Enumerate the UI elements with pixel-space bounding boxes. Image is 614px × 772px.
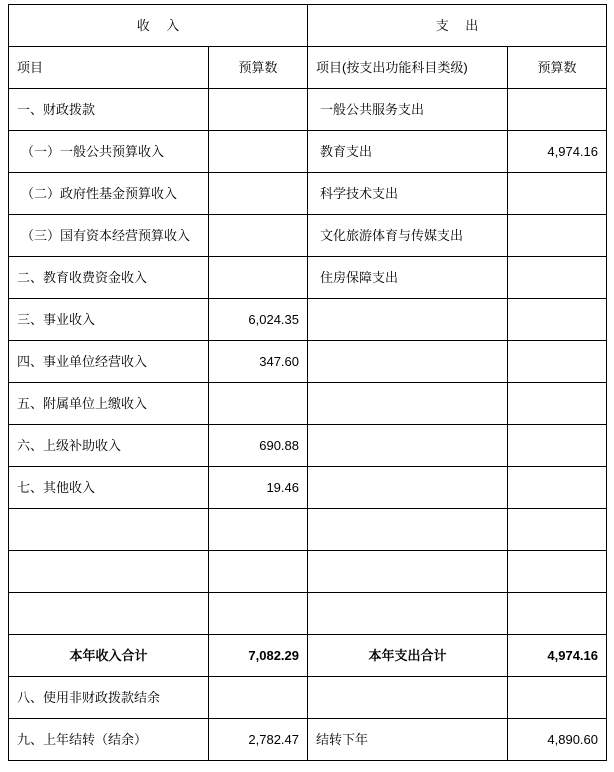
income-total-label: 本年收入合计 (9, 635, 209, 677)
expense-item: 住房保障支出 (308, 257, 508, 299)
expense-item (308, 341, 508, 383)
expense-amount: 4,974.16 (508, 131, 607, 173)
table-row (9, 425, 607, 467)
table-row (9, 89, 607, 131)
expense-amount (508, 551, 607, 593)
table-row (9, 593, 607, 635)
column-header-income-item: 项目 (9, 47, 209, 89)
income-amount (209, 677, 308, 719)
income-item: 五、附属单位上缴收入 (9, 383, 209, 425)
income-amount (209, 551, 308, 593)
expense-item (308, 425, 508, 467)
income-amount: 6,024.35 (209, 299, 308, 341)
table-row (9, 341, 607, 383)
expense-amount (508, 509, 607, 551)
column-header-expense-item: 项目(按支出功能科目类级) (308, 47, 508, 89)
income-item: 四、事业单位经营收入 (9, 341, 209, 383)
table-row (9, 215, 607, 257)
expense-item (308, 677, 508, 719)
expense-total-label: 本年支出合计 (308, 635, 508, 677)
income-group-header: 收 入 (9, 5, 308, 47)
expense-amount (508, 425, 607, 467)
income-amount (209, 593, 308, 635)
expense-item (308, 299, 508, 341)
income-item: 二、教育收费资金收入 (9, 257, 209, 299)
income-item (9, 593, 209, 635)
expense-item (308, 509, 508, 551)
column-header-expense-amount: 预算数 (508, 47, 607, 89)
budget-table (8, 4, 607, 761)
table-row (9, 677, 607, 719)
income-item: （三）国有资本经营预算收入 (9, 215, 209, 257)
income-amount (209, 173, 308, 215)
income-item: 三、事业收入 (9, 299, 209, 341)
income-item: 六、上级补助收入 (9, 425, 209, 467)
expense-item: 文化旅游体育与传媒支出 (308, 215, 508, 257)
expense-amount (508, 341, 607, 383)
income-item: （二）政府性基金预算收入 (9, 173, 209, 215)
income-item: 九、上年结转（结余） (9, 719, 209, 761)
income-amount (209, 215, 308, 257)
expense-amount: 4,890.60 (508, 719, 607, 761)
income-amount: 2,782.47 (209, 719, 308, 761)
expense-amount (508, 215, 607, 257)
table-row (9, 131, 607, 173)
income-item: 八、使用非财政拨款结余 (9, 677, 209, 719)
income-item: 一、财政拨款 (9, 89, 209, 131)
income-item (9, 509, 209, 551)
table-row (9, 257, 607, 299)
income-amount: 347.60 (209, 341, 308, 383)
expense-amount (508, 677, 607, 719)
budget-sheet (0, 4, 614, 772)
income-amount (209, 257, 308, 299)
expense-item: 教育支出 (308, 131, 508, 173)
income-amount (209, 383, 308, 425)
income-amount (209, 509, 308, 551)
income-amount: 19.46 (209, 467, 308, 509)
expense-amount (508, 89, 607, 131)
expense-amount (508, 467, 607, 509)
table-row (9, 719, 607, 761)
expense-total-amount: 4,974.16 (508, 635, 607, 677)
expense-amount (508, 593, 607, 635)
expense-item: 一般公共服务支出 (308, 89, 508, 131)
group-header-row (9, 5, 607, 47)
column-header-row (9, 47, 607, 89)
income-amount (209, 89, 308, 131)
table-row (9, 467, 607, 509)
budget-table-body (9, 5, 607, 761)
expense-amount (508, 173, 607, 215)
total-row (9, 635, 607, 677)
income-item: （一）一般公共预算收入 (9, 131, 209, 173)
income-item (9, 551, 209, 593)
column-header-income-amount: 预算数 (209, 47, 308, 89)
income-total-amount: 7,082.29 (209, 635, 308, 677)
expense-item: 结转下年 (308, 719, 508, 761)
expense-item (308, 551, 508, 593)
expense-amount (508, 299, 607, 341)
table-row (9, 383, 607, 425)
table-row (9, 551, 607, 593)
income-item: 七、其他收入 (9, 467, 209, 509)
expense-item (308, 593, 508, 635)
expense-item (308, 383, 508, 425)
table-row (9, 299, 607, 341)
income-amount (209, 131, 308, 173)
expense-amount (508, 383, 607, 425)
expense-group-header: 支 出 (308, 5, 607, 47)
expense-item: 科学技术支出 (308, 173, 508, 215)
expense-item (308, 467, 508, 509)
income-amount: 690.88 (209, 425, 308, 467)
expense-amount (508, 257, 607, 299)
table-row (9, 173, 607, 215)
table-row (9, 509, 607, 551)
